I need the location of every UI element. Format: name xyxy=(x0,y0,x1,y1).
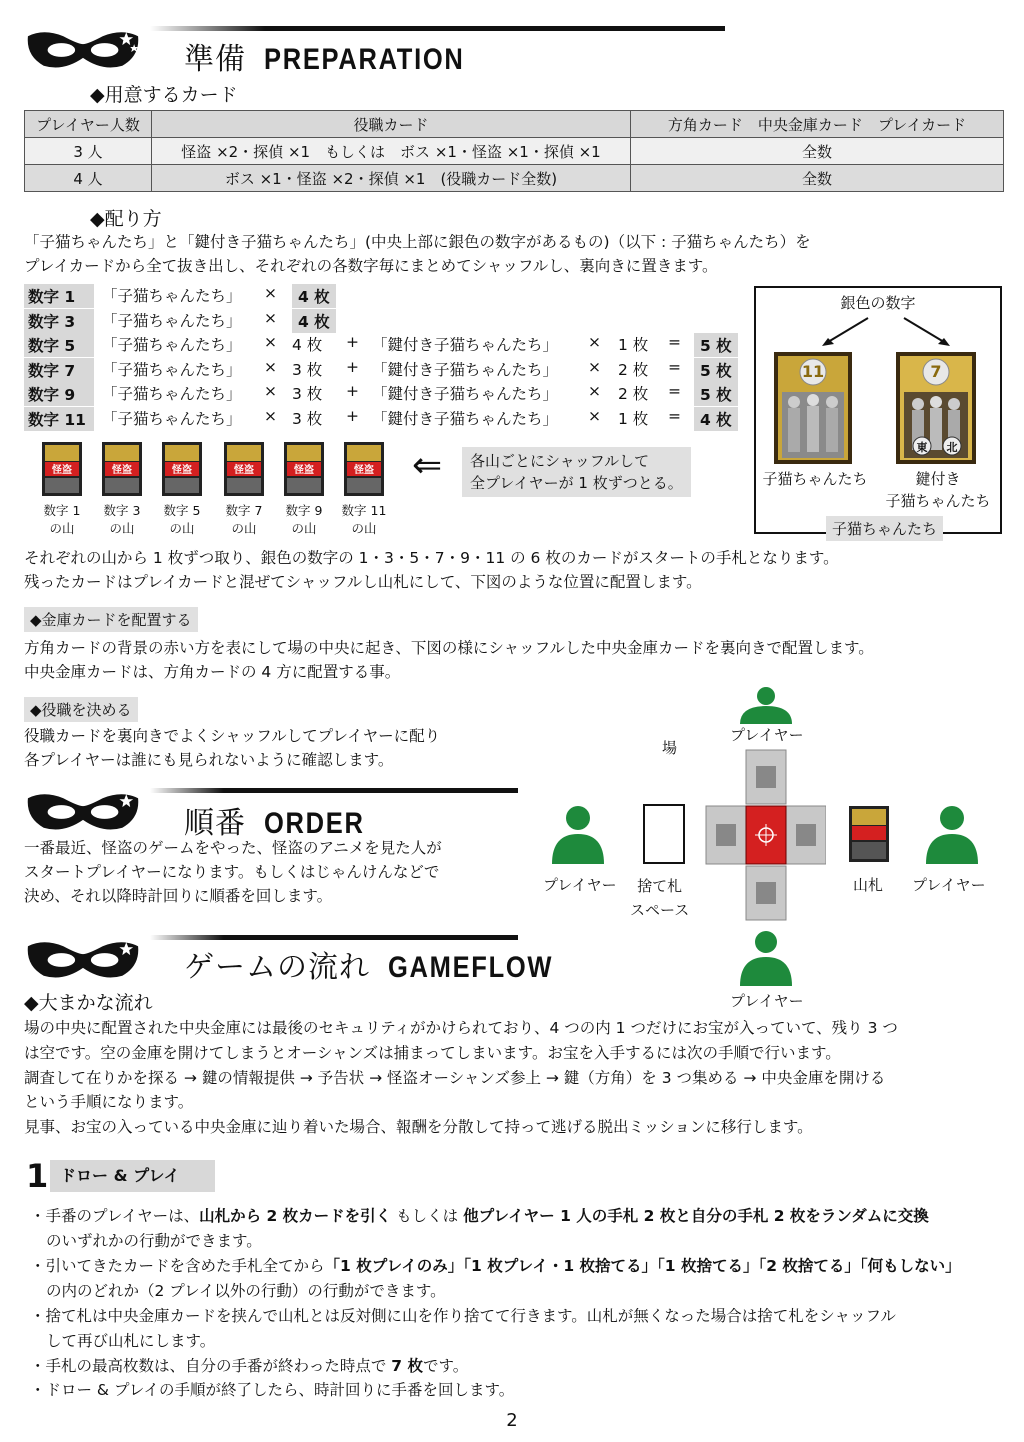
distribution-b: 「鍵付き子猫ちゃんたち」 xyxy=(372,385,559,403)
pile-label-line: の山 xyxy=(109,521,135,536)
discard-label xyxy=(630,874,689,922)
distribution-eq: = xyxy=(668,358,681,376)
pile-card-image xyxy=(162,442,202,496)
deal-text-line: プレイカードから全て抜き出し、それぞれの各数字毎にまとめてシャッフルし、裏向きに置きます。 xyxy=(24,257,718,275)
cards-heading: ◆用意するカード xyxy=(90,84,238,106)
pile-label-line: 数字 1 xyxy=(43,503,81,518)
rule-text: ・引いてきたカードを含めた手札全てから xyxy=(30,1257,325,1275)
distribution-a: 「子猫ちゃんたち」 xyxy=(102,410,242,428)
pile-note xyxy=(462,447,691,497)
card-label-line: 鍵付き xyxy=(915,470,961,488)
pile-label-line: 数字 11 xyxy=(341,503,387,518)
field-label: 場 xyxy=(662,739,678,757)
table-cell: 4 人 xyxy=(25,165,152,192)
pile-label xyxy=(152,502,212,538)
distribution-b: 「鍵付き子猫ちゃんたち」 xyxy=(372,336,559,354)
pile-label xyxy=(32,502,92,538)
distribution-c2: 2 枚 xyxy=(618,385,649,403)
distribution-row xyxy=(0,284,740,306)
card-number: 11 xyxy=(801,362,825,381)
distribution-num: 数字 3 xyxy=(24,309,94,333)
table-cell: 怪盗 ×2・探偵 ×1 もしくは ボス ×1・怪盗 ×1・探偵 ×1 xyxy=(152,138,631,165)
player-icon xyxy=(550,804,606,864)
vault-heading: ◆金庫カードを配置する xyxy=(24,607,198,632)
title-en: GAMEFLOW xyxy=(388,951,554,984)
distribution-total: 5 枚 xyxy=(694,382,738,406)
silver-number-box xyxy=(754,286,1002,538)
vault-text-line: 中央金庫カードは、方角カードの 4 方に配置する事。 xyxy=(24,663,401,681)
pile-note-line: 各山ごとにシャッフルして xyxy=(470,452,650,470)
title-en: PREPARATION xyxy=(264,43,465,76)
table-cell: ボス ×1・怪盗 ×2・探偵 ×1 (役職カード全数) xyxy=(152,165,631,192)
page-number: 2 xyxy=(506,1410,518,1431)
pile-card-text: 怪盗 xyxy=(52,465,72,476)
pile-label xyxy=(214,502,274,538)
table-cell: 全数 xyxy=(631,165,1004,192)
section-title-gameflow xyxy=(184,942,582,986)
overview-text-line: は空です。空の金庫を開けてしまうとオーシャンズは捕まってしまいます。お宝を入手するには次の手順で行います。 xyxy=(24,1044,841,1062)
vault-layout xyxy=(704,748,826,922)
title-ja: 準備 xyxy=(184,42,246,77)
rule-item xyxy=(30,1204,929,1254)
distribution-plus: + xyxy=(346,358,359,376)
pile-card-text: 怪盗 xyxy=(234,465,254,476)
discard-label-line: 捨て札 xyxy=(637,877,683,895)
pile-label-line: 数字 3 xyxy=(103,503,141,518)
table-header: 役職カード xyxy=(152,111,631,138)
distribution-num: 数字 9 xyxy=(24,382,94,406)
distribution-c1: 3 枚 xyxy=(292,385,323,403)
distribution-a: 「子猫ちゃんたち」 xyxy=(102,312,242,330)
player-label: プレイヤー xyxy=(912,876,986,894)
order-text-line: 決め、それ以降時計回りに順番を回します。 xyxy=(24,887,333,905)
distribution-a: 「子猫ちゃんたち」 xyxy=(102,336,242,354)
order-text-line: スタートプレイヤーになります。もしくはじゃんけんなどで xyxy=(24,863,440,881)
distribution-x2: × xyxy=(588,358,601,376)
rule-item xyxy=(30,1254,961,1304)
after-text-line: 残ったカードはプレイカードと混ぜてシャッフルし山札にして、下図のような位置に配置します。 xyxy=(24,573,702,591)
table-cell: 3 人 xyxy=(25,138,152,165)
distribution-c2: 1 枚 xyxy=(618,410,649,428)
role-heading: ◆役職を決める xyxy=(24,697,138,722)
card-number: 7 xyxy=(930,362,942,381)
pile-card-image xyxy=(102,442,142,496)
rule-item xyxy=(30,1304,896,1354)
player-icon xyxy=(738,930,794,986)
distribution-plus: + xyxy=(346,407,359,425)
rule-text: です。 xyxy=(422,1357,469,1375)
vault-text-line: 方角カードの背景の赤い方を表にして場の中央に起き、下図の様にシャッフルした中央金庫カードを裏向きで配置します。 xyxy=(24,639,874,657)
pile-label xyxy=(274,502,334,538)
cards-table xyxy=(24,110,1004,192)
title-ja: ゲームの流れ xyxy=(184,950,370,985)
order-text-line: 一番最近、怪盗のゲームをやった、怪盗のアニメを見た人が xyxy=(24,839,442,857)
distribution-c1: 4 枚 xyxy=(292,336,323,354)
deal-text-line: 「子猫ちゃんたち」と「鍵付き子猫ちゃんたち」(中央上部に銀色の数字があるもの)（以下 : 子猫ちゃんたち）を xyxy=(24,233,811,251)
rule-item xyxy=(30,1354,468,1379)
pile-card-text: 怪盗 xyxy=(172,465,192,476)
rule-text-continued: の内のどれか（2 プレイ以外の行動）の行動ができます。 xyxy=(46,1282,446,1300)
distribution-c1: 3 枚 xyxy=(292,361,323,379)
rule-text: ・手札の最高枚数は、自分の手番が終わった時点で xyxy=(30,1357,392,1375)
distribution-eq: = xyxy=(668,382,681,400)
pile-label-line: の山 xyxy=(169,521,195,536)
mask-logo-icon xyxy=(24,936,142,982)
pile-label xyxy=(92,502,152,538)
distribution-row xyxy=(0,309,740,331)
pile-card-image xyxy=(42,442,82,496)
distribution-x1: × xyxy=(264,333,277,351)
mask-logo-icon xyxy=(24,26,142,72)
player-icon xyxy=(924,804,980,864)
distribution-a: 「子猫ちゃんたち」 xyxy=(102,361,242,379)
distribution-x1: × xyxy=(264,407,277,425)
distribution-eq: = xyxy=(668,333,681,351)
distribution-a: 「子猫ちゃんたち」 xyxy=(102,287,242,305)
distribution-total: 4 枚 xyxy=(694,407,738,431)
distribution-b: 「鍵付き子猫ちゃんたち」 xyxy=(372,410,559,428)
discard-space xyxy=(643,804,685,864)
table-row xyxy=(25,165,1004,192)
card-label xyxy=(876,468,1000,512)
rule-text-continued: のいずれかの行動ができます。 xyxy=(46,1232,262,1250)
card-label-line: 子猫ちゃんたち xyxy=(885,492,991,510)
overview-text-line: 見事、お宝の入っている中央金庫に辿り着いた場合、報酬を分散して持って逃げる脱出ミッションに移行します。 xyxy=(24,1118,813,1136)
distribution-x2: × xyxy=(588,333,601,351)
distribution-c1: 4 枚 xyxy=(292,284,336,308)
deck-card-image xyxy=(849,806,889,862)
pile-card-text: 怪盗 xyxy=(112,465,132,476)
rule-text: もしくは xyxy=(391,1207,464,1225)
distribution-plus: + xyxy=(346,333,359,351)
distribution-num: 数字 7 xyxy=(24,358,94,382)
step-number: 1 xyxy=(26,1157,49,1195)
distribution-c1: 4 枚 xyxy=(292,309,336,333)
distribution-row xyxy=(0,407,740,429)
distribution-a: 「子猫ちゃんたち」 xyxy=(102,385,242,403)
distribution-row xyxy=(0,382,740,404)
silver-box-title: 銀色の数字 xyxy=(840,294,916,312)
role-text-line: 各プレイヤーは誰にも見られないように確認します。 xyxy=(24,751,394,769)
rule-text: ・手番のプレイヤーは、 xyxy=(30,1207,200,1225)
distribution-eq: = xyxy=(668,407,681,425)
distribution-num: 数字 1 xyxy=(24,284,94,308)
section-divider xyxy=(150,935,518,940)
player-label: プレイヤー xyxy=(543,876,617,894)
rule-text: 他プレイヤー 1 人の手札 2 枚と自分の手札 2 枚をランダムに交換 xyxy=(463,1207,929,1225)
after-text-line: それぞれの山から 1 枚ずつ取り、銀色の数字の 1・3・5・7・9・11 の 6 枚のカードがスタートの手札となります。 xyxy=(24,549,839,567)
overview-text-line: 場の中央に配置された中央金庫には最後のセキュリティがかけられており、4 つの内 1 つだけにお宝が入っていて、残り 3 つ xyxy=(24,1019,898,1037)
deal-heading: ◆配り方 xyxy=(90,208,162,230)
player-icon xyxy=(738,686,794,724)
pile-label-line: 数字 5 xyxy=(163,503,201,518)
distribution-x1: × xyxy=(264,358,277,376)
distribution-total: 5 枚 xyxy=(694,333,738,357)
rule-text: 山札から 2 枚カードを引く xyxy=(199,1207,392,1225)
distribution-c2: 2 枚 xyxy=(618,361,649,379)
overview-text-line: という手順になります。 xyxy=(24,1093,194,1111)
overview-heading: ◆大まかな流れ xyxy=(24,992,153,1014)
pile-label xyxy=(334,502,394,538)
distribution-x2: × xyxy=(588,382,601,400)
distribution-c2: 1 枚 xyxy=(618,336,649,354)
rule-item xyxy=(30,1378,514,1403)
section-divider xyxy=(150,788,518,793)
direction-mark: 東 xyxy=(916,441,928,454)
distribution-x2: × xyxy=(588,407,601,425)
table-cell: 全数 xyxy=(631,138,1004,165)
distribution-c1: 3 枚 xyxy=(292,410,323,428)
pile-label-line: の山 xyxy=(231,521,257,536)
rule-text: 7 枚 xyxy=(391,1357,423,1375)
pointer-arrows-icon xyxy=(806,314,966,350)
pile-card-text: 怪盗 xyxy=(354,465,374,476)
title-en: ORDER xyxy=(264,807,365,840)
pile-label-line: の山 xyxy=(49,521,75,536)
pile-card-image xyxy=(284,442,324,496)
pile-card-text: 怪盗 xyxy=(294,465,314,476)
section-title-preparation xyxy=(184,34,500,78)
left-arrow-icon: ⇐ xyxy=(412,445,443,486)
rule-text: ・捨て札は中央金庫カードを挟んで山札とは反対側に山を作り捨てて行きます。山札が無くなった場合は捨て札をシャッフル xyxy=(30,1307,896,1325)
title-ja: 順番 xyxy=(184,806,246,841)
silver-box-footer: 子猫ちゃんたち xyxy=(826,516,943,541)
card-label: 子猫ちゃんたち xyxy=(762,470,868,488)
distribution-plus: + xyxy=(346,382,359,400)
distribution-row xyxy=(0,358,740,380)
player-label: プレイヤー xyxy=(730,992,804,1010)
pile-label-line: 数字 9 xyxy=(285,503,323,518)
rule-text-continued: して再び山札にします。 xyxy=(46,1332,216,1350)
discard-label-line: スペース xyxy=(630,901,690,919)
step-title: ドロー & プレイ xyxy=(50,1160,215,1192)
rule-text: ・ドロー & プレイの手順が終了したら、時計回りに手番を回します。 xyxy=(30,1381,515,1399)
pile-card-image xyxy=(344,442,384,496)
section-divider xyxy=(150,26,725,31)
pile-label-line: の山 xyxy=(351,521,377,536)
player-label: プレイヤー xyxy=(730,726,804,744)
table-row xyxy=(25,138,1004,165)
deck-label: 山札 xyxy=(853,876,884,894)
table-header: プレイヤー人数 xyxy=(25,111,152,138)
mask-logo-icon xyxy=(24,788,142,834)
overview-text-line: 調査して在りかを探る → 鍵の情報提供 → 予告状 → 怪盗オーシャンズ参上 → 鍵（方角）を 3 つ集める → 中央金庫を開ける xyxy=(24,1069,886,1087)
distribution-b: 「鍵付き子猫ちゃんたち」 xyxy=(372,361,559,379)
table-header: 方角カード 中央金庫カード プレイカード xyxy=(631,111,1004,138)
role-text-line: 役職カードを裏向きでよくシャッフルしてプレイヤーに配り xyxy=(24,727,441,745)
pile-card-image xyxy=(224,442,264,496)
pile-label-line: の山 xyxy=(291,521,317,536)
distribution-total: 5 枚 xyxy=(694,358,738,382)
distribution-x1: × xyxy=(264,382,277,400)
pile-label-line: 数字 7 xyxy=(225,503,263,518)
distribution-num: 数字 11 xyxy=(24,407,94,431)
pile-note-line: 全プレイヤーが 1 枚ずつとる。 xyxy=(470,474,683,492)
distribution-x1: × xyxy=(264,309,277,327)
rule-text: 「1 枚プレイのみ」「1 枚プレイ・1 枚捨てる」「1 枚捨てる」「2 枚捨てる」「何もしない」 xyxy=(324,1257,961,1275)
distribution-num: 数字 5 xyxy=(24,333,94,357)
distribution-x1: × xyxy=(264,284,277,302)
distribution-row xyxy=(0,333,740,355)
direction-mark: 北 xyxy=(946,441,958,454)
